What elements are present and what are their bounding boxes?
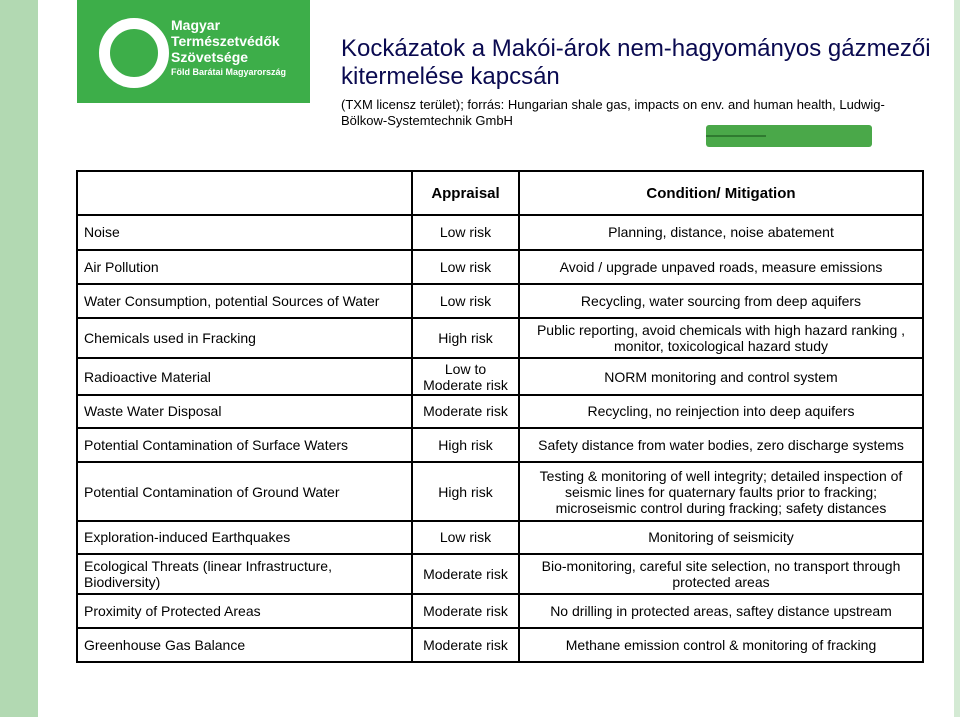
table-row: [77, 428, 923, 462]
risk-mitigation: Testing & monitoring of well integrity; detailed inspection of seismic lines for quaternary faults prior to fracking; microseismic control during fracking; safety distances: [519, 462, 923, 520]
right-decorative-strip: [954, 0, 960, 717]
risk-appraisal: Low risk: [412, 250, 519, 284]
logo-line-3: Szövetsége: [171, 49, 249, 65]
risk-appraisal: Low to Moderate risk: [412, 358, 519, 394]
table-row: [77, 358, 923, 394]
left-decorative-strip: [0, 0, 38, 717]
table-row: [77, 628, 923, 662]
header-mitigation: Condition/ Mitigation: [519, 171, 923, 215]
risk-name: Radioactive Material: [77, 358, 412, 394]
slide-subtitle: (TXM licensz terület); forrás: Hungarian shale gas, impacts on env. and human health, Ludwig-Bölkow-Systemtechnik GmbH: [341, 97, 885, 128]
decorative-line: [706, 135, 766, 137]
risk-mitigation: Public reporting, avoid chemicals with high hazard ranking , monitor, toxicological hazard study: [519, 318, 923, 358]
organization-logo: [77, 0, 310, 103]
logo-line-2: Természetvédők: [171, 33, 280, 49]
risk-table: [76, 170, 924, 663]
risk-appraisal: Moderate risk: [412, 594, 519, 627]
risk-name: Proximity of Protected Areas: [77, 594, 412, 627]
risk-mitigation: Monitoring of seismicity: [519, 521, 923, 554]
risk-name: Exploration-induced Earthquakes: [77, 521, 412, 554]
risk-name: Air Pollution: [77, 250, 412, 284]
header-empty: [77, 171, 412, 215]
risk-name: Potential Contamination of Ground Water: [77, 462, 412, 520]
risk-name: Greenhouse Gas Balance: [77, 628, 412, 662]
risk-mitigation: Bio-monitoring, careful site selection, no transport through protected areas: [519, 554, 923, 594]
logo-name: [171, 17, 280, 65]
risk-mitigation: NORM monitoring and control system: [519, 358, 923, 394]
risk-mitigation: Safety distance from water bodies, zero discharge systems: [519, 428, 923, 462]
risk-appraisal: Moderate risk: [412, 554, 519, 594]
risk-appraisal: Low risk: [412, 521, 519, 554]
risk-name: Noise: [77, 215, 412, 249]
risk-mitigation: Methane emission control & monitoring of fracking: [519, 628, 923, 662]
table-row: [77, 521, 923, 554]
risk-name: Potential Contamination of Surface Waters: [77, 428, 412, 462]
risk-appraisal: Moderate risk: [412, 628, 519, 662]
risk-appraisal: Moderate risk: [412, 395, 519, 428]
risk-mitigation: Planning, distance, noise abatement: [519, 215, 923, 249]
risk-mitigation: Recycling, water sourcing from deep aquifers: [519, 284, 923, 318]
header-appraisal: Appraisal: [412, 171, 519, 215]
risk-name: Chemicals used in Fracking: [77, 318, 412, 358]
risk-appraisal: High risk: [412, 428, 519, 462]
table-row: [77, 284, 923, 318]
table-row: [77, 395, 923, 428]
risk-name: Waste Water Disposal: [77, 395, 412, 428]
risk-name: Ecological Threats (linear Infrastructure, Biodiversity): [77, 554, 412, 594]
risk-appraisal: High risk: [412, 318, 519, 358]
risk-name: Water Consumption, potential Sources of Water: [77, 284, 412, 318]
decorative-bar: [706, 125, 872, 147]
table-row: [77, 594, 923, 627]
risk-mitigation: Avoid / upgrade unpaved roads, measure emissions: [519, 250, 923, 284]
risk-appraisal: Low risk: [412, 215, 519, 249]
risk-appraisal: Low risk: [412, 284, 519, 318]
table-row: [77, 462, 923, 520]
table-row: [77, 215, 923, 249]
risk-mitigation: No drilling in protected areas, saftey distance upstream: [519, 594, 923, 627]
slide-title: Kockázatok a Makói-árok nem-hagyományos gázmezői kitermelése kapcsán: [341, 35, 931, 90]
risk-appraisal: High risk: [412, 462, 519, 520]
logo-ring-icon: [99, 18, 169, 88]
logo-subtitle: Föld Barátai Magyarország: [171, 67, 287, 77]
risk-mitigation: Recycling, no reinjection into deep aquifers: [519, 395, 923, 428]
table-row: [77, 554, 923, 594]
logo-line-1: Magyar: [171, 17, 221, 33]
table-row: [77, 318, 923, 358]
table-row: [77, 250, 923, 284]
table-header-row: [77, 171, 923, 215]
